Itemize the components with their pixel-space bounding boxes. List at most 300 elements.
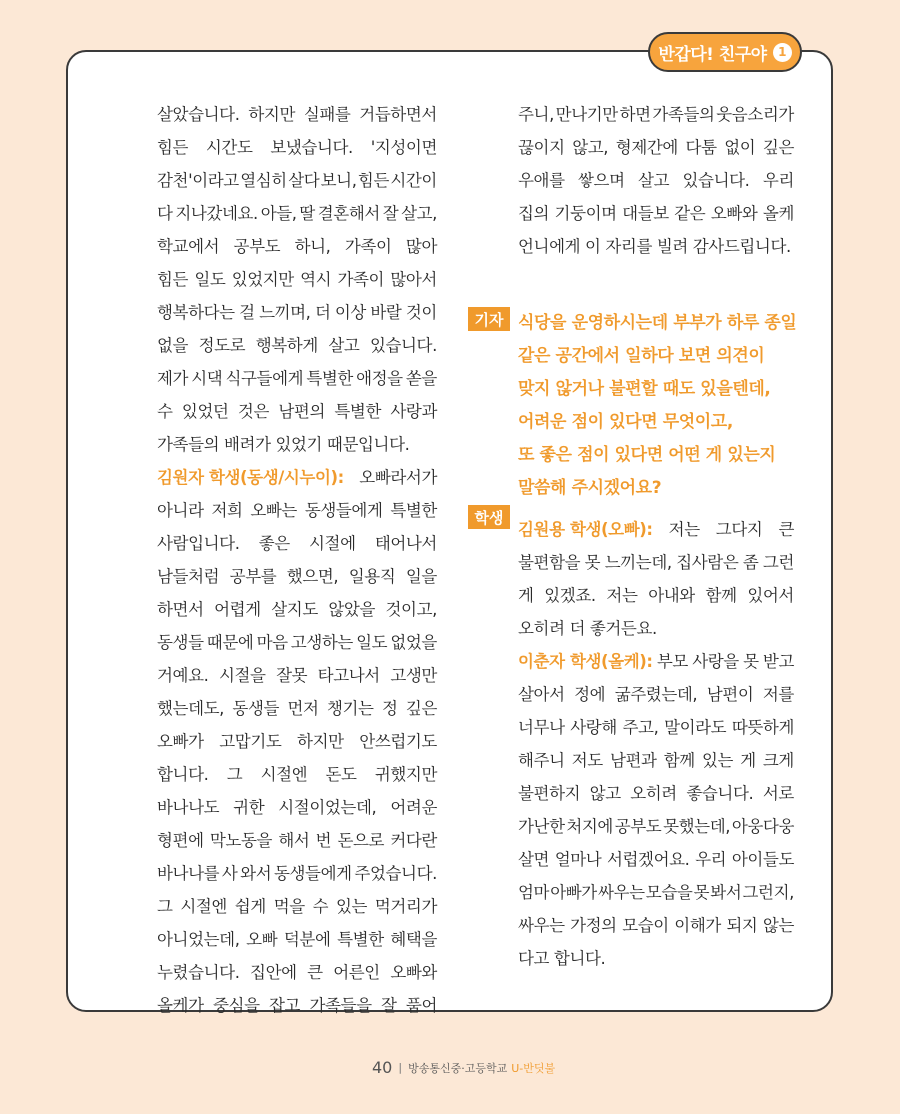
line-word: 집안에 xyxy=(250,963,297,982)
line-word: 봐서 xyxy=(710,883,742,902)
line-word: 마음 xyxy=(256,633,288,652)
line-word: 좋은 xyxy=(258,534,290,553)
line-word: 먹거리가 xyxy=(374,897,437,916)
question-line: 또 좋은 점이 있다면 어떤 게 있는지 xyxy=(518,445,776,465)
line-word: 웃음소리가 xyxy=(716,105,794,124)
line-word: 있었지만 xyxy=(231,270,294,289)
line-word: 남편의 xyxy=(278,402,325,421)
line-word: 어른인 xyxy=(333,963,380,982)
line-word: 시절을 xyxy=(218,666,266,685)
text-line xyxy=(157,362,437,395)
question-line: 식당을 운영하시는데 부부가 하루 종일 xyxy=(518,313,797,333)
line-word: 감천'이라고 xyxy=(157,171,239,190)
text-line xyxy=(157,923,437,956)
line-word: 행복하게 xyxy=(255,336,318,355)
line-word: 이해가 xyxy=(674,916,721,935)
line-word: 살았습니다. xyxy=(157,105,240,124)
badge-title: 반갑다! 친구야 xyxy=(658,44,767,65)
spacer xyxy=(518,263,794,307)
question-line: 맞지 않거나 불편할 때도 있을텐데, xyxy=(518,379,771,399)
text-line xyxy=(157,725,437,758)
line-word: 주고, xyxy=(622,718,659,737)
line-word: 살면 xyxy=(518,850,550,869)
text-line xyxy=(518,230,794,263)
line-word: 모습이 xyxy=(622,916,669,935)
line-word: 먹을 xyxy=(273,897,305,916)
spacer xyxy=(518,505,794,513)
line-word: 번 xyxy=(315,831,332,850)
line-word: 중심을 xyxy=(213,996,260,1015)
line-word: 있었던 xyxy=(181,402,229,421)
line-word: 결혼해서 xyxy=(317,204,380,223)
text-line xyxy=(157,791,437,824)
line-word: 덕분에 xyxy=(283,930,331,949)
line-word: 살다 xyxy=(288,171,320,190)
line-word: 않고, xyxy=(572,138,609,157)
line-word: 남들처럼 xyxy=(157,567,220,586)
line-word: 함께 xyxy=(663,751,695,770)
line-word: 큰 xyxy=(307,963,323,982)
line-word: 사 xyxy=(221,864,238,883)
line-word: 대들보 xyxy=(622,204,669,223)
text-line xyxy=(518,909,794,942)
line-word: 하지만 xyxy=(297,732,344,751)
line-word: 특별한 xyxy=(390,501,437,520)
line-word: 가족이 xyxy=(337,270,385,289)
line-word: 하지만 xyxy=(248,105,295,124)
line-word: 살고 xyxy=(328,336,360,355)
line-word: 공부를 xyxy=(229,567,277,586)
line-word: 가정의 xyxy=(570,916,617,935)
line-word: 고생하는 xyxy=(290,633,353,652)
line-word: 일을 xyxy=(405,567,437,586)
line-word: 살지도 xyxy=(271,600,318,619)
line-word: 잘 xyxy=(380,996,397,1015)
line-word: 품어 xyxy=(405,996,437,1015)
line-word: 우리 xyxy=(762,171,794,190)
line-word: 많아서 xyxy=(390,270,437,289)
text-line xyxy=(157,461,437,494)
brand-name: U-반딧불 xyxy=(511,1061,556,1075)
line-word: 힘든 xyxy=(157,138,189,157)
line-word: 막노동을 xyxy=(209,831,273,850)
line-word: 학교에서 xyxy=(157,237,220,256)
line-word: 시절에 xyxy=(309,534,356,553)
text-line xyxy=(518,744,794,777)
line-word: 아빠가 xyxy=(550,883,597,902)
line-text: 다고 합니다. xyxy=(518,949,606,968)
line-word: 역시 xyxy=(300,270,332,289)
line-word: 동생들에게 xyxy=(273,864,352,883)
line-word: 지나갔네요. xyxy=(175,204,258,223)
text-line xyxy=(157,890,437,923)
line-word: 가족이 xyxy=(344,237,392,256)
line-word: 했는데도, xyxy=(157,699,225,718)
text-line xyxy=(518,843,794,876)
line-word: 없이 xyxy=(724,138,756,157)
line-word: 와서 xyxy=(240,864,272,883)
line-word: 않았을 xyxy=(328,600,375,619)
line-word: 잡고 xyxy=(269,996,301,1015)
line-word: 오빠와 xyxy=(710,204,758,223)
line-word: 걸 xyxy=(239,303,255,322)
line-word: 시절엔 xyxy=(180,897,227,916)
text-line xyxy=(157,428,437,461)
line-word: 다툼 xyxy=(685,138,717,157)
line-word: 없었을 xyxy=(390,633,437,652)
line-word: 합니다. xyxy=(157,765,209,784)
right-column xyxy=(518,98,797,975)
line-word: 서럽겠어요. xyxy=(606,850,690,869)
text-line xyxy=(157,131,437,164)
line-word: 저는 xyxy=(606,586,638,605)
line-word: 동생들에게 xyxy=(304,501,383,520)
text-line xyxy=(518,678,794,711)
line-word: 쏟을 xyxy=(405,369,437,388)
line-word: 쉽게 xyxy=(234,897,266,916)
line-word: 시절엔 xyxy=(260,765,308,784)
line-word: 바랄 xyxy=(370,303,402,322)
line-word: 특별한 xyxy=(337,930,384,949)
line-word: 불편함을 xyxy=(518,553,581,572)
line-word: 일용직 xyxy=(348,567,396,586)
line-word: 우애를 xyxy=(518,171,565,190)
line-word: 특별한 xyxy=(306,369,353,388)
line-word: 보냈습니다. xyxy=(270,138,353,157)
text-line xyxy=(518,645,794,678)
line-word: 없을 xyxy=(157,336,189,355)
line-word: 시간도 xyxy=(205,138,253,157)
line-word: 먼저 xyxy=(287,699,319,718)
line-word: 좋습니다. xyxy=(686,784,754,803)
text-line xyxy=(518,164,794,197)
text-line xyxy=(157,263,437,296)
line-word: 우리 xyxy=(695,850,727,869)
line-word: 처지에 xyxy=(566,817,613,836)
line-word: 시절이었는데, xyxy=(278,798,377,817)
line-word: 동생들 xyxy=(157,633,204,652)
text-line xyxy=(518,513,794,546)
line-word: 힘든 xyxy=(157,270,189,289)
line-word: 저를 xyxy=(762,685,794,704)
line-word: 모습을 xyxy=(645,883,693,902)
line-word: 오빠 xyxy=(246,930,278,949)
line-word: 수 xyxy=(157,402,173,421)
line-word: 주었습니다. xyxy=(354,864,437,883)
line-word: 커다란 xyxy=(390,831,437,850)
line-word: 잘못 xyxy=(276,666,308,685)
line-word: 같은 xyxy=(674,204,706,223)
line-word: 있습니다. xyxy=(369,336,437,355)
text-line xyxy=(518,942,794,975)
line-word: 저는 xyxy=(668,520,700,539)
line-word: 끊이지 xyxy=(518,138,565,157)
line-word: 가족들의 xyxy=(652,105,715,124)
line-word: 못 xyxy=(584,553,601,572)
line-word: 크게 xyxy=(762,751,794,770)
line-word: 있는 xyxy=(335,897,368,916)
line-word: 싸우는 xyxy=(518,916,565,935)
line-word: 시간이 xyxy=(390,171,437,190)
line-word: 함께 xyxy=(705,586,737,605)
line-word: 아웅다웅 xyxy=(731,817,794,836)
line-word: 하니, xyxy=(294,237,331,256)
line-word: 집의 xyxy=(518,204,550,223)
text-line xyxy=(157,164,437,197)
line-word: 태어나서 xyxy=(374,534,437,553)
line-word: 싸우는 xyxy=(598,883,645,902)
line-word: 받고 xyxy=(762,652,794,671)
line-word: 굶주렸는데, xyxy=(614,685,698,704)
line-text: 가족들의 배려가 있었기 때문입니다. xyxy=(157,435,410,454)
line-word: 행복하다는 xyxy=(157,303,235,322)
line-word: 때문에 xyxy=(206,633,254,652)
line-word: 그런지, xyxy=(742,883,794,902)
line-word: 거듭하면서 xyxy=(359,105,437,124)
line-word: 주니, xyxy=(518,105,554,124)
line-word: 수 xyxy=(312,897,329,916)
line-word: 않고 xyxy=(589,784,621,803)
page-number: 40 xyxy=(372,1058,393,1077)
line-word: 남편이 xyxy=(706,685,754,704)
line-word: 혜택을 xyxy=(390,930,437,949)
text-line xyxy=(518,876,794,909)
text-line xyxy=(157,593,437,626)
line-word: 많아 xyxy=(405,237,437,256)
line-word: 보니, xyxy=(320,171,357,190)
line-word: 그 xyxy=(157,897,173,916)
line-word: 아이들도 xyxy=(731,850,794,869)
line-word: 있습니다. xyxy=(682,171,750,190)
line-word: 형제간에 xyxy=(615,138,678,157)
line-word: 오빠라서가 xyxy=(359,468,437,487)
line-word: 만나기만 xyxy=(555,105,618,124)
line-word: 사랑과 xyxy=(390,402,437,421)
interviewer-tag: 기자 xyxy=(468,307,510,331)
line-word: 정도로 xyxy=(198,336,246,355)
line-word: 가난한 xyxy=(518,817,565,836)
line-word: 거예요. xyxy=(157,666,209,685)
line-word: 정에 xyxy=(574,685,606,704)
line-word: '지성이면 xyxy=(370,138,437,157)
line-word: 사랑해 xyxy=(570,718,617,737)
line-word: 되지 xyxy=(726,916,758,935)
line-word: 실패를 xyxy=(303,105,351,124)
text-line xyxy=(157,230,437,263)
line-word: 아니었는데, xyxy=(157,930,240,949)
line-word: 귀한 xyxy=(233,798,265,817)
text-line xyxy=(518,777,794,810)
line-word: 하면 xyxy=(619,105,651,124)
line-word: 타고나서 xyxy=(317,666,380,685)
line-word: 고생만 xyxy=(390,666,437,685)
line-word: 느끼며, xyxy=(259,303,311,322)
line-word: 큰 xyxy=(778,520,794,539)
line-word: 것이고, xyxy=(385,600,437,619)
text-line xyxy=(157,758,437,791)
line-word: 저희 xyxy=(211,501,243,520)
line-word: 특별한 xyxy=(334,402,381,421)
text-line xyxy=(157,329,437,362)
line-word: 느끼는데, xyxy=(604,553,672,572)
line-word: 정 xyxy=(381,699,398,718)
line-word: 공부도 xyxy=(233,237,281,256)
line-word: 가족들을 xyxy=(309,996,372,1015)
text-line xyxy=(157,527,437,560)
line-word: 돈으로 xyxy=(337,831,385,850)
line-word: 딸 xyxy=(299,204,315,223)
speaker-label: 김원용 학생(오빠): xyxy=(518,520,653,539)
text-line xyxy=(157,296,437,329)
line-word: 있어서 xyxy=(747,586,794,605)
question-line: 어려운 점이 있다면 무엇이고, xyxy=(518,412,733,432)
line-word: 못 xyxy=(743,652,759,671)
page-footer xyxy=(372,1058,555,1077)
line-word: 공부도 xyxy=(614,817,662,836)
speaker-label: 김원자 학생(동생/시누이): xyxy=(157,468,344,487)
speaker-label: 이춘자 학생(올케): xyxy=(518,652,653,671)
text-line xyxy=(518,131,794,164)
section-badge xyxy=(648,32,802,72)
line-word: 일도 xyxy=(194,270,226,289)
text-line xyxy=(518,810,794,843)
line-word: 아내와 xyxy=(648,586,695,605)
line-word: 기둥이며 xyxy=(554,204,617,223)
text-line xyxy=(518,197,794,230)
line-word: 쌓으며 xyxy=(578,171,625,190)
line-word: 않는 xyxy=(762,916,794,935)
text-line xyxy=(157,692,437,725)
text-line xyxy=(518,612,794,645)
line-word: 애정을 xyxy=(356,369,403,388)
line-word: 게 xyxy=(740,751,756,770)
question-line: 말씀해 주시겠어요? xyxy=(518,478,662,498)
line-word: 오빠가 xyxy=(157,732,204,751)
line-word: 못 xyxy=(693,883,710,902)
text-line xyxy=(157,98,437,131)
line-word: 오빠는 xyxy=(250,501,297,520)
line-word: 부모 xyxy=(656,652,688,671)
student-tag: 학생 xyxy=(468,505,510,529)
text-line xyxy=(518,711,794,744)
line-word: 집사람은 xyxy=(676,553,739,572)
line-word: 누렸습니다. xyxy=(157,963,240,982)
line-word: 너무나 xyxy=(518,718,565,737)
line-word: 어려운 xyxy=(390,798,437,817)
text-line xyxy=(157,989,437,1022)
line-word: 얼마나 xyxy=(554,850,602,869)
line-word: 다 xyxy=(157,204,173,223)
line-word: 힘든 xyxy=(357,171,389,190)
line-word: 아니라 xyxy=(157,501,204,520)
text-line xyxy=(157,659,437,692)
line-word: 남편과 xyxy=(609,751,657,770)
line-word: 깊은 xyxy=(762,138,794,157)
line-word: 불편하지 xyxy=(518,784,581,803)
text-line xyxy=(157,197,437,230)
line-word: 돈도 xyxy=(325,765,357,784)
line-word: 살아서 xyxy=(518,685,565,704)
footer-separator: | xyxy=(398,1061,403,1074)
line-word: 살고, xyxy=(401,204,437,223)
badge-number-icon: 1 xyxy=(773,43,792,62)
line-word: 깊은 xyxy=(405,699,437,718)
line-word: 하면서 xyxy=(157,600,204,619)
line-word: 엄마 xyxy=(518,883,550,902)
line-word: 그다지 xyxy=(715,520,763,539)
line-word: 말이라도 xyxy=(664,718,727,737)
text-line xyxy=(518,579,794,612)
line-word: 했으면, xyxy=(286,567,339,586)
line-word: 열심히 xyxy=(240,171,287,190)
text-line xyxy=(518,546,794,579)
line-text: 언니에게 이 자리를 빌려 감사드립니다. xyxy=(518,237,791,256)
text-line xyxy=(157,956,437,989)
line-word: 올케 xyxy=(762,204,794,223)
line-word: 더 xyxy=(314,303,331,322)
line-word: 사람입니다. xyxy=(157,534,240,553)
line-word: 못했는데, xyxy=(663,817,731,836)
line-word: 오히려 xyxy=(630,784,677,803)
line-word: 것은 xyxy=(237,402,269,421)
line-word: 형편에 xyxy=(157,831,204,850)
line-word: 있는 xyxy=(701,751,734,770)
line-word: 저도 xyxy=(571,751,603,770)
line-word: 안쓰럽기도 xyxy=(359,732,437,751)
line-word: 그 xyxy=(226,765,243,784)
line-word: 어렵게 xyxy=(214,600,261,619)
text-line xyxy=(157,395,437,428)
line-word: 오빠와 xyxy=(390,963,437,982)
question-line: 같은 공간에서 일하다 보면 의견이 xyxy=(518,346,765,366)
line-word: 올케가 xyxy=(157,996,204,1015)
line-word: 게 xyxy=(518,586,534,605)
line-word: 동생들 xyxy=(232,699,280,718)
line-text: 오히려 더 좋거든요. xyxy=(518,619,657,638)
text-line xyxy=(157,824,437,857)
line-word: 시댁 xyxy=(191,369,223,388)
line-word: 제가 xyxy=(157,369,189,388)
line-word: 일도 xyxy=(356,633,388,652)
line-word: 챙기는 xyxy=(326,699,374,718)
line-word: 그런 xyxy=(762,553,794,572)
line-word: 따뜻하게 xyxy=(731,718,794,737)
text-line xyxy=(518,98,794,131)
line-word: 해주니 xyxy=(518,751,565,770)
line-word: 좀 xyxy=(742,553,759,572)
line-word: 살고 xyxy=(638,171,670,190)
line-word: 아들, xyxy=(260,204,297,223)
line-word: 잘 xyxy=(382,204,399,223)
line-word: 바나나를 xyxy=(157,864,220,883)
line-word: 해서 xyxy=(278,831,310,850)
line-word: 바나나도 xyxy=(157,798,220,817)
publication-name: 방송통신중·고등학교 xyxy=(408,1061,508,1075)
line-word: 사랑을 xyxy=(692,652,739,671)
text-line xyxy=(157,494,437,527)
line-word: 식구들에게 xyxy=(225,369,304,388)
line-word: 있겠죠. xyxy=(544,586,596,605)
line-word: 귀했지만 xyxy=(374,765,437,784)
text-line xyxy=(157,560,437,593)
line-word: 서로 xyxy=(762,784,794,803)
line-word: 이상 xyxy=(334,303,366,322)
text-line xyxy=(157,626,437,659)
line-word: 것이 xyxy=(405,303,437,322)
left-column xyxy=(157,98,437,1022)
line-word: 고맙기도 xyxy=(219,732,282,751)
text-line xyxy=(157,857,437,890)
